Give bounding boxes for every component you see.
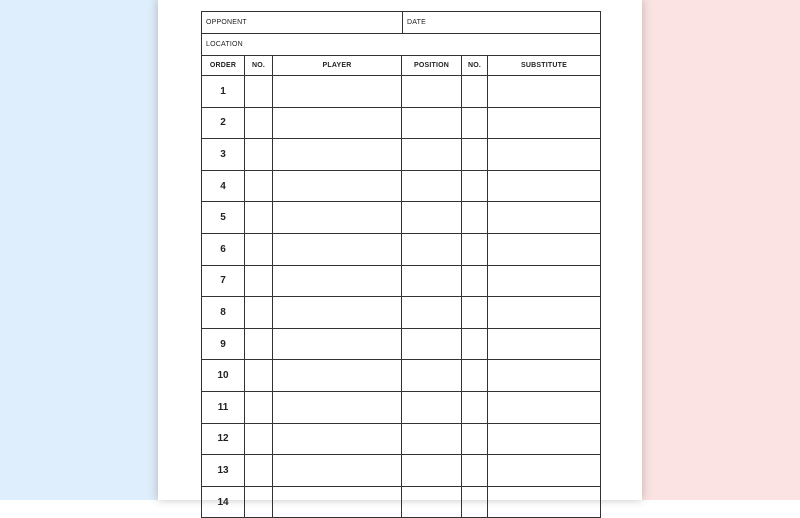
player-number-cell[interactable] (245, 233, 273, 265)
player-number-cell[interactable] (245, 455, 273, 487)
player-number-cell[interactable] (245, 107, 273, 139)
substitute-number-cell[interactable] (462, 297, 488, 329)
batting-order-number: 12 (202, 423, 245, 455)
position-cell[interactable] (402, 76, 462, 108)
batting-order-number: 1 (202, 76, 245, 108)
position-cell[interactable] (402, 423, 462, 455)
player-name-cell[interactable] (273, 107, 402, 139)
header-order: ORDER (202, 56, 245, 76)
player-name-cell[interactable] (273, 455, 402, 487)
substitute-number-cell[interactable] (462, 107, 488, 139)
lineup-row (202, 360, 601, 392)
lineup-sheet-paper (158, 0, 642, 508)
player-name-cell[interactable] (273, 486, 402, 518)
batting-order-number: 14 (202, 486, 245, 518)
header-substitute: SUBSTITUTE (488, 56, 601, 76)
player-number-cell[interactable] (245, 76, 273, 108)
player-number-cell[interactable] (245, 360, 273, 392)
batting-order-number: 7 (202, 265, 245, 297)
player-name-cell[interactable] (273, 328, 402, 360)
substitute-number-cell[interactable] (462, 328, 488, 360)
lineup-row (202, 202, 601, 234)
background-right-panel (640, 0, 800, 500)
position-cell[interactable] (402, 455, 462, 487)
player-name-cell[interactable] (273, 170, 402, 202)
substitute-number-cell[interactable] (462, 202, 488, 234)
batting-order-number: 4 (202, 170, 245, 202)
batting-order-number: 3 (202, 139, 245, 171)
substitute-number-cell[interactable] (462, 455, 488, 487)
substitute-name-cell[interactable] (488, 328, 601, 360)
player-number-cell[interactable] (245, 486, 273, 518)
lineup-row (202, 233, 601, 265)
substitute-number-cell[interactable] (462, 233, 488, 265)
lineup-row (202, 265, 601, 297)
lineup-sheet (201, 11, 600, 518)
player-number-cell[interactable] (245, 170, 273, 202)
lineup-row (202, 170, 601, 202)
lineup-row (202, 76, 601, 108)
position-cell[interactable] (402, 265, 462, 297)
substitute-name-cell[interactable] (488, 107, 601, 139)
game-info-row (202, 12, 601, 34)
substitute-name-cell[interactable] (488, 202, 601, 234)
lineup-header-row (202, 56, 601, 76)
position-cell[interactable] (402, 233, 462, 265)
header-substitute-number: NO. (462, 56, 488, 76)
batting-order-number: 11 (202, 391, 245, 423)
substitute-name-cell[interactable] (488, 486, 601, 518)
player-number-cell[interactable] (245, 139, 273, 171)
position-cell[interactable] (402, 170, 462, 202)
opponent-field[interactable]: OPPONENT (202, 12, 403, 34)
batting-order-number: 2 (202, 107, 245, 139)
lineup-row (202, 328, 601, 360)
substitute-number-cell[interactable] (462, 139, 488, 171)
substitute-number-cell[interactable] (462, 391, 488, 423)
position-cell[interactable] (402, 328, 462, 360)
lineup-row (202, 423, 601, 455)
position-cell[interactable] (402, 297, 462, 329)
batting-order-number: 8 (202, 297, 245, 329)
substitute-number-cell[interactable] (462, 360, 488, 392)
player-name-cell[interactable] (273, 233, 402, 265)
player-name-cell[interactable] (273, 139, 402, 171)
substitute-name-cell[interactable] (488, 360, 601, 392)
batting-order-number: 5 (202, 202, 245, 234)
substitute-number-cell[interactable] (462, 170, 488, 202)
substitute-name-cell[interactable] (488, 139, 601, 171)
substitute-name-cell[interactable] (488, 233, 601, 265)
player-name-cell[interactable] (273, 76, 402, 108)
header-player: PLAYER (273, 56, 402, 76)
lineup-row (202, 486, 601, 518)
header-player-number: NO. (245, 56, 273, 76)
player-number-cell[interactable] (245, 202, 273, 234)
substitute-number-cell[interactable] (462, 486, 488, 518)
lineup-body (202, 76, 601, 518)
lineup-row (202, 455, 601, 487)
substitute-name-cell[interactable] (488, 170, 601, 202)
player-name-cell[interactable] (273, 360, 402, 392)
substitute-name-cell[interactable] (488, 76, 601, 108)
header-position: POSITION (402, 56, 462, 76)
player-number-cell[interactable] (245, 423, 273, 455)
player-name-cell[interactable] (273, 391, 402, 423)
batting-order-number: 9 (202, 328, 245, 360)
player-name-cell[interactable] (273, 423, 402, 455)
player-name-cell[interactable] (273, 202, 402, 234)
lineup-table (201, 55, 601, 518)
position-cell[interactable] (402, 360, 462, 392)
player-number-cell[interactable] (245, 297, 273, 329)
position-cell[interactable] (402, 202, 462, 234)
batting-order-number: 6 (202, 233, 245, 265)
substitute-name-cell[interactable] (488, 297, 601, 329)
substitute-name-cell[interactable] (488, 265, 601, 297)
substitute-number-cell[interactable] (462, 423, 488, 455)
lineup-row (202, 391, 601, 423)
substitute-name-cell[interactable] (488, 391, 601, 423)
player-number-cell[interactable] (245, 328, 273, 360)
player-name-cell[interactable] (273, 265, 402, 297)
background-left-panel (0, 0, 160, 500)
lineup-row (202, 297, 601, 329)
batting-order-number: 13 (202, 455, 245, 487)
batting-order-number: 10 (202, 360, 245, 392)
position-cell[interactable] (402, 107, 462, 139)
substitute-name-cell[interactable] (488, 423, 601, 455)
player-name-cell[interactable] (273, 297, 402, 329)
date-field[interactable]: DATE (403, 12, 601, 34)
lineup-row (202, 107, 601, 139)
lineup-row (202, 139, 601, 171)
substitute-number-cell[interactable] (462, 265, 488, 297)
game-info-table (201, 11, 601, 56)
position-cell[interactable] (402, 139, 462, 171)
substitute-number-cell[interactable] (462, 76, 488, 108)
location-field[interactable]: LOCATION (202, 34, 601, 56)
position-cell[interactable] (402, 391, 462, 423)
substitute-name-cell[interactable] (488, 455, 601, 487)
position-cell[interactable] (402, 486, 462, 518)
location-row (202, 34, 601, 56)
player-number-cell[interactable] (245, 265, 273, 297)
player-number-cell[interactable] (245, 391, 273, 423)
